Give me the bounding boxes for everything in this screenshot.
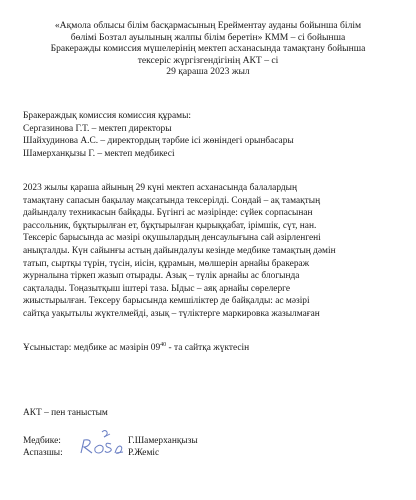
paragraph-line: 2023 жылы қараша айының 29 күні мектеп асханасында балалардың <box>23 183 297 193</box>
committee-member: Сергазинова Г.Т. – мектеп директоры <box>23 123 172 134</box>
committee-member: Шайхудинова А.С. – директордың тәрбие ісі жөніндегі орынбасары <box>23 136 294 147</box>
paragraph-line: журналына тіркеп жазып отырады. Азық – түлік арнайы ас блогында <box>23 271 300 282</box>
inspection-paragraph <box>23 182 395 321</box>
title-line-1: «Ақмола облысы білім басқармасының Ерейментау ауданы бойынша білім <box>54 20 362 31</box>
committee-heading: Бракераждық комиссия комиссия құрамы: <box>23 111 191 121</box>
title-line-2: бөлімі Бозтал ауылының жалпы білім беретін» КММ – сі бойынша <box>70 31 346 43</box>
paragraph-line: анықталды. Күн сайынғы астың дайындалуы кезінде медбике тамақтың дәмін <box>23 245 336 256</box>
paragraph-line: рассольник, бұқтырылған ет, бұқтырылған қырыққабат, ірімшік, сүт, нан. <box>23 220 317 231</box>
paragraph-line: дайындалу техникасын байқады. Бүгінгі ас мәзірінде: сүйек сорпасынан <box>23 208 313 219</box>
recommendation-minutes: 40 <box>160 342 167 348</box>
paragraph-line: жиыстырылған. Тексеру барысында кемшіліктер де байқалды: ас мәзірі <box>23 296 310 307</box>
act-title <box>14 20 402 78</box>
paragraph-line: Тексеріс барысында ас мәзірі оқушылардың денсаулығына сай әзірленгені <box>23 233 321 244</box>
title-line-3: Бракеражды комиссия мүшелерінің мектеп асханасында тамақтану бойынша <box>50 43 366 55</box>
act-date: 29 қараша 2023 жыл <box>166 66 250 78</box>
signature-label: Медбике: <box>23 436 61 446</box>
handwritten-signature <box>74 428 126 456</box>
title-line-4: тексеріс жүргізгендігінің АКТ – сі <box>137 54 279 66</box>
recommendation-text: Ұсыныстар: медбике ас мәзірін 09 <box>23 343 161 353</box>
recommendation <box>23 342 249 353</box>
recommendation-suffix: - та сайтқа жүктесін <box>166 343 250 353</box>
signature-label: Аспазшы: <box>23 448 63 458</box>
committee-member: Шамерханқызы Г. – мектеп медбикесі <box>23 148 175 159</box>
signatory-name: Г.Шамерханқызы <box>128 436 198 446</box>
paragraph-line: сайтқа уақытылы жүктелмейді, азық – түліктерге маркировка жазылмаған <box>23 308 320 319</box>
paragraph-line: татып, сыртқы түрін, түсін, иісін, құрамын, мөлшерін арнайы бракераж <box>23 258 310 269</box>
paragraph-line: тамақтану сапасын бақылау мақсатында тексерілді. Сондай – ақ тамақтың <box>23 195 321 206</box>
signatory-name: Р.Жеміс <box>128 448 160 458</box>
paragraph-line: сақталады. Тоңазытқыш іштері таза. Ыдыс – аяқ арнайы сөрелерге <box>23 283 291 294</box>
acknowledgement: АКТ – пен таныстым <box>23 408 108 418</box>
committee-section <box>23 110 294 160</box>
